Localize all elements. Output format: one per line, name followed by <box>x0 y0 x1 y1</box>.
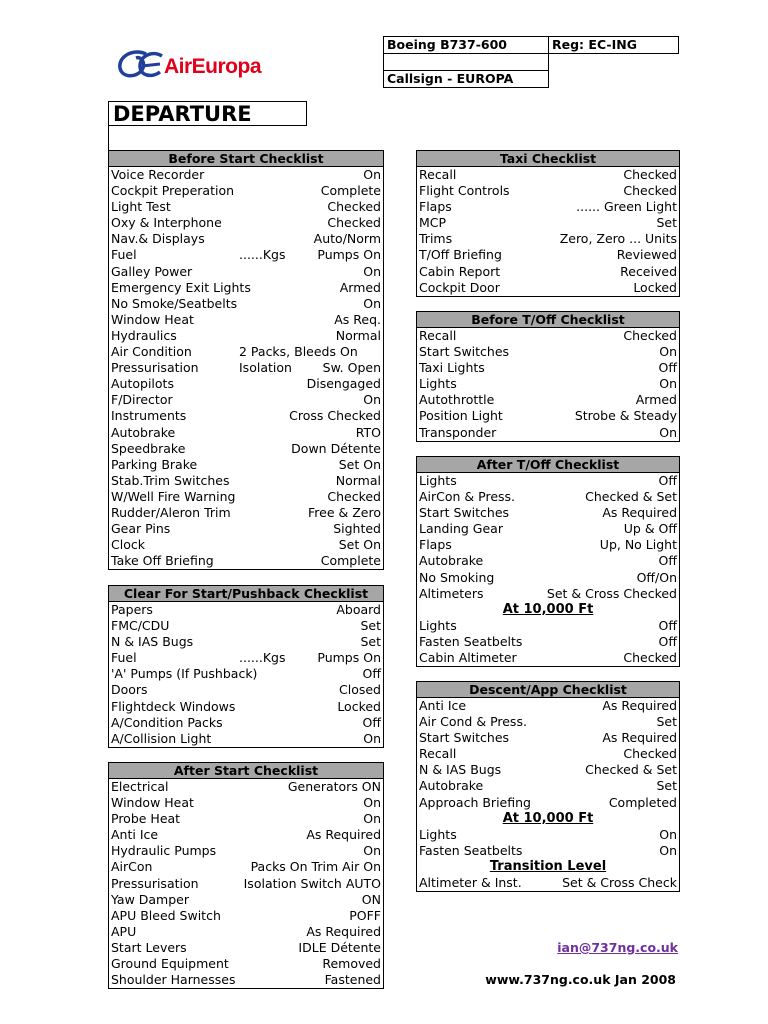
checklist-row <box>109 666 383 682</box>
checklist-row <box>109 264 383 280</box>
checklist-item-label: Cockpit Door <box>419 279 500 295</box>
checklist-row <box>109 731 383 747</box>
checklist-subheading: At 10,000 Ft <box>502 601 594 617</box>
checklist-item-value: Armed <box>635 392 677 408</box>
checklist-row <box>417 714 679 730</box>
checklist-row <box>417 650 679 666</box>
checklist-item-label: Light Test <box>111 199 171 215</box>
checklist-item-value: Disengaged <box>306 376 381 392</box>
checklist-item-value: Set & Cross Checked <box>546 585 677 601</box>
checklist-item-label: Doors <box>111 682 148 698</box>
checklist-item-label: Oxy & Interphone <box>111 215 222 231</box>
checklist-row <box>109 795 383 811</box>
checklist-title: Clear For Start/Pushback Checklist <box>109 586 383 602</box>
checklist-item-label: Probe Heat <box>111 811 181 827</box>
checklist-item-label: Take Off Briefing <box>111 553 214 569</box>
checklist-item-label: Lights <box>419 826 457 842</box>
checklist-item-value: Set <box>656 215 677 231</box>
checklist-row <box>417 875 679 891</box>
checklist-item-label: Nav.& Displays <box>111 231 205 247</box>
checklist-item-label: Transponder <box>419 424 497 440</box>
checklist-item-label: AirCon <box>111 859 153 875</box>
checklist-row <box>417 264 679 280</box>
checklist-item-value: Strobe & Steady <box>574 408 677 424</box>
checklist-item-label: Fasten Seatbelts <box>419 633 523 649</box>
checklist-item-value: Down Détente <box>291 440 381 456</box>
checklist-row <box>417 762 679 778</box>
checklist-item-value: Checked <box>623 746 677 762</box>
checklist-item-value: Generators ON <box>287 779 381 794</box>
checklist-title: Descent/App Checklist <box>417 682 679 698</box>
checklist-item-value: Sighted <box>333 521 381 537</box>
checklist-item-value: Locked <box>337 698 381 714</box>
checklist-row <box>109 634 383 650</box>
clear-for-start-checklist <box>108 585 384 748</box>
checklist-item-label: Papers <box>111 602 153 617</box>
checklist-row <box>109 843 383 859</box>
checklist-item-label: Gear Pins <box>111 521 171 537</box>
checklist-row <box>417 392 679 408</box>
checklist-item-label: F/Director <box>111 392 173 408</box>
checklist-item-value: Set <box>360 618 381 634</box>
checklist-item-value: Checked <box>327 199 381 215</box>
checklist-item-value: Auto/Norm <box>313 231 381 247</box>
checklist-item-label: Pressurisation <box>111 875 199 891</box>
checklist-row <box>417 328 679 344</box>
checklist-row <box>109 892 383 908</box>
checklist-item-value: Set <box>360 634 381 650</box>
checklist-item-label: Fuel <box>111 247 137 263</box>
checklist-item-value: Checked & Set <box>585 762 677 778</box>
checklist-row <box>417 570 679 586</box>
checklist-row <box>109 247 383 263</box>
checklist-item-value: Packs On Trim Air On <box>250 859 381 875</box>
checklist-item-value: Off <box>362 666 381 682</box>
checklist-item-value: Removed <box>322 956 381 972</box>
checklist-item-label: Start Switches <box>419 505 510 521</box>
checklist-item-value: On <box>363 392 381 408</box>
checklist-item-value: As Required <box>602 698 677 713</box>
checklist-row <box>109 521 383 537</box>
checklist-item-value: Up & Off <box>623 521 677 537</box>
checklist-item-note: Isolation <box>239 360 292 376</box>
checklist-item-label: Autobrake <box>419 778 484 794</box>
checklist-item-label: FMC/CDU <box>111 618 170 634</box>
checklist-item-label: Autothrottle <box>419 392 495 408</box>
checklist-title: Before T/Off Checklist <box>417 312 679 328</box>
airline-logo-text: AirEuropa <box>164 55 262 78</box>
aircraft-registration: Reg: EC-ING <box>549 37 679 54</box>
checklist-item-label: Window Heat <box>111 795 194 811</box>
checklist-item-value: Off <box>658 633 677 649</box>
checklist-item-value: Complete <box>320 183 381 199</box>
checklist-item-label: N & IAS Bugs <box>419 762 502 778</box>
checklist-row <box>109 553 383 569</box>
checklist-item-label: Cabin Report <box>419 263 501 279</box>
checklist-item-value: As Required <box>306 827 381 843</box>
checklist-item-value: As Required <box>306 923 381 939</box>
checklist-row <box>109 537 383 553</box>
checklist-row <box>109 392 383 408</box>
checklist-item-label: Lights <box>419 617 457 633</box>
checklist-item-value: Normal <box>335 472 381 488</box>
checklist-item-value: As Required <box>602 730 677 746</box>
checklist-item-value: Checked & Set <box>585 489 677 505</box>
checklist-item-label: No Smoking <box>419 569 495 585</box>
checklist-item-label: Approach Briefing <box>419 794 531 810</box>
checklist-item-label: Window Heat <box>111 311 194 327</box>
checklist-item-note: 2 Packs, Bleeds On <box>239 344 358 360</box>
checklist-item-label: Clock <box>111 537 145 553</box>
checklist-item-label: A/Collision Light <box>111 730 212 746</box>
checklist-item-value: Set On <box>338 537 381 553</box>
checklist-item-value: On <box>659 424 677 440</box>
checklist-row <box>417 843 679 859</box>
checklist-item-label: Voice Recorder <box>111 167 205 182</box>
checklist-row <box>109 441 383 457</box>
checklist-item-label: Hydraulics <box>111 327 177 343</box>
checklist-item-label: Pressurisation <box>111 360 199 376</box>
checklist-row <box>417 247 679 263</box>
checklist-row <box>417 746 679 762</box>
checklist-item-value: Off <box>658 360 677 376</box>
checklist-item-label: Landing Gear <box>419 521 503 537</box>
checklist-item-value: Aboard <box>336 602 381 617</box>
checklist-row <box>109 199 383 215</box>
checklist-item-label: Fuel <box>111 650 137 666</box>
checklist-item-label: Flightdeck Windows <box>111 698 236 714</box>
checklist-item-value: On <box>363 167 381 182</box>
checklist-item-label: Anti Ice <box>419 698 467 713</box>
checklist-item-label: Emergency Exit Lights <box>111 279 251 295</box>
taxi-checklist <box>416 150 680 297</box>
checklist-item-label: Position Light <box>419 408 503 424</box>
checklist-row <box>417 537 679 553</box>
checklist-row <box>417 521 679 537</box>
checklist-item-label: No Smoke/Seatbelts <box>111 295 238 311</box>
checklist-row <box>109 280 383 296</box>
checklist-item-value: On <box>659 376 677 392</box>
checklist-row <box>109 473 383 489</box>
checklist-item-value: On <box>659 344 677 360</box>
checklist-row <box>417 167 679 183</box>
checklist-row <box>109 908 383 924</box>
callsign: Callsign - EUROPA <box>384 71 549 88</box>
checklist-row <box>109 779 383 795</box>
checklist-item-value: Free & Zero <box>308 504 381 520</box>
checklist-row <box>417 231 679 247</box>
checklist-row <box>109 811 383 827</box>
checklist-row <box>109 876 383 892</box>
checklist-item-label: Autopilots <box>111 376 174 392</box>
checklist-subheading: Transition Level <box>489 858 607 874</box>
checklist-row <box>417 553 679 569</box>
checklist-row <box>109 940 383 956</box>
checklist-item-label: Lights <box>419 376 457 392</box>
checklist-subheading: At 10,000 Ft <box>502 810 594 826</box>
checklist-row <box>109 408 383 424</box>
checklist-item-label: Stab.Trim Switches <box>111 472 230 488</box>
checklist-item-label: Yaw Damper <box>111 891 189 907</box>
checklist-item-value: Normal <box>335 327 381 343</box>
checklist-item-value: Cross Checked <box>289 408 381 424</box>
checklist-item-label: Taxi Lights <box>419 360 485 376</box>
checklist-item-value: Pumps On <box>317 247 381 263</box>
checklist-item-value: RTO <box>355 424 381 440</box>
checklist-row <box>109 859 383 875</box>
checklist-item-value: Checked <box>623 650 677 666</box>
checklist-item-label: Start Levers <box>111 939 187 955</box>
checklist-row <box>417 344 679 360</box>
checklist-item-value: Locked <box>633 279 677 295</box>
checklist-row <box>109 650 383 666</box>
before-start-checklist <box>108 150 384 570</box>
checklist-item-value: ...... Green Light <box>576 199 677 215</box>
checklist-item-value: On <box>363 811 381 827</box>
checklist-item-value: Closed <box>339 682 381 698</box>
checklist-item-label: Altimeter & Inst. <box>419 875 522 891</box>
checklist-item-label: Flaps <box>419 199 452 215</box>
checklist-item-note: ......Kgs <box>239 650 286 666</box>
checklist-item-value: Off <box>658 473 677 488</box>
checklist-item-label: Ground Equipment <box>111 956 229 972</box>
checklist-item-value: On <box>659 826 677 842</box>
checklist-item-value: Complete <box>320 553 381 569</box>
checklist-row <box>417 586 679 602</box>
checklist-item-value: Received <box>620 263 677 279</box>
checklist-item-value: Set & Cross Check <box>562 875 677 891</box>
checklist-item-label: Fasten Seatbelts <box>419 842 523 858</box>
checklist-row <box>109 618 383 634</box>
checklist-row <box>109 183 383 199</box>
checklist-item-label: Galley Power <box>111 263 193 279</box>
checklist-item-label: Anti Ice <box>111 827 159 843</box>
checklist-item-label: Parking Brake <box>111 456 198 472</box>
checklist-item-label: A/Condition Packs <box>111 714 223 730</box>
checklist-row <box>417 778 679 794</box>
checklist-item-value: Checked <box>623 167 677 182</box>
checklist-item-value: Checked <box>327 215 381 231</box>
checklist-item-value: Checked <box>623 328 677 343</box>
checklist-item-value: As Required <box>602 505 677 521</box>
before-takeoff-checklist <box>416 311 680 442</box>
checklist-row <box>417 698 679 714</box>
airline-logo <box>116 46 266 86</box>
checklist-item-label: Start Switches <box>419 344 510 360</box>
checklist-item-label: Air Condition <box>111 344 192 360</box>
checklist-item-value: Set <box>656 778 677 794</box>
checklist-item-value: On <box>363 295 381 311</box>
checklist-title: Taxi Checklist <box>417 151 679 167</box>
checklist-row <box>417 280 679 296</box>
checklist-item-label: Cabin Altimeter <box>419 650 517 666</box>
checklist-item-value: Fastened <box>324 972 381 988</box>
checklist-item-label: MCP <box>419 215 447 231</box>
checklist-row <box>109 328 383 344</box>
checklist-row <box>417 183 679 199</box>
checklist-title: Before Start Checklist <box>109 151 383 167</box>
empty-cell <box>384 54 549 71</box>
checklist-item-value: Sw. Open <box>322 360 381 376</box>
checklist-item-label: Electrical <box>111 779 169 794</box>
descent-approach-checklist <box>416 681 680 892</box>
checklist-item-value: Reviewed <box>616 247 677 263</box>
checklist-row <box>417 215 679 231</box>
checklist-row <box>109 505 383 521</box>
checklist-item-label: Recall <box>419 746 457 762</box>
checklist-row <box>417 618 679 634</box>
checklist-item-value: Checked <box>623 183 677 199</box>
checklist-item-label: AirCon & Press. <box>419 489 516 505</box>
checklist-row <box>417 473 679 489</box>
checklist-row <box>109 682 383 698</box>
checklist-row <box>417 505 679 521</box>
checklist-item-value: Zero, Zero ... Units <box>559 231 677 247</box>
checklist-item-value: Off <box>658 553 677 569</box>
checklist-row <box>109 167 383 183</box>
checklist-item-label: Shoulder Harnesses <box>111 972 236 988</box>
checklist-row <box>417 795 679 811</box>
checklist-item-label: Start Switches <box>419 730 510 746</box>
checklist-item-label: Flight Controls <box>419 183 510 199</box>
aircraft-type: Boeing B737-600 <box>384 37 549 54</box>
checklist-item-value: ON <box>361 891 381 907</box>
footer-text: www.737ng.co.uk Jan 2008 <box>485 972 676 987</box>
checklist-item-value: Completed <box>608 794 677 810</box>
checklist-item-value: Isolation Switch AUTO <box>243 875 381 891</box>
checklist-item-value: On <box>363 730 381 746</box>
checklist-item-label: APU Bleed Switch <box>111 907 221 923</box>
checklist-item-label: Autobrake <box>419 553 484 569</box>
checklist-row <box>109 956 383 972</box>
checklist-row <box>417 425 679 441</box>
checklist-row <box>109 376 383 392</box>
checklist-row <box>109 699 383 715</box>
checklist-item-value: Checked <box>327 488 381 504</box>
checklist-row <box>109 924 383 940</box>
checklist-item-value: On <box>363 263 381 279</box>
checklist-row <box>417 199 679 215</box>
contact-email-link[interactable]: ian@737ng.co.uk <box>557 940 678 955</box>
checklist-item-value: Up, No Light <box>599 537 677 553</box>
checklist-row <box>417 634 679 650</box>
checklist-item-note: ......Kgs <box>239 247 286 263</box>
checklist-item-label: Speedbrake <box>111 440 186 456</box>
checklist-item-value: On <box>363 843 381 859</box>
checklist-item-value: As Req. <box>334 311 381 327</box>
checklist-item-value: POFF <box>349 907 381 923</box>
checklist-title: After T/Off Checklist <box>417 457 679 473</box>
checklist-item-label: Air Cond & Press. <box>419 714 527 730</box>
checklist-item-label: Rudder/Aleron Trim <box>111 504 231 520</box>
checklist-row <box>109 296 383 312</box>
checklist-title: After Start Checklist <box>109 763 383 779</box>
checklist-item-label: Hydraulic Pumps <box>111 843 217 859</box>
checklist-item-label: APU <box>111 923 137 939</box>
checklist-row <box>417 827 679 843</box>
checklist-item-value: Off <box>658 617 677 633</box>
checklist-row <box>109 344 383 360</box>
checklist-item-value: Armed <box>339 279 381 295</box>
checklist-item-label: T/Off Briefing <box>419 247 502 263</box>
checklist-row <box>417 730 679 746</box>
checklist-row <box>109 425 383 441</box>
checklist-row <box>417 376 679 392</box>
checklist-row <box>109 602 383 618</box>
checklist-item-label: Flaps <box>419 537 452 553</box>
title-divider <box>108 126 109 151</box>
checklist-item-label: Instruments <box>111 408 187 424</box>
page-title: DEPARTURE <box>108 101 307 126</box>
checklist-item-value: Pumps On <box>317 650 381 666</box>
checklist-row <box>417 360 679 376</box>
checklist-item-value: IDLE Détente <box>298 939 381 955</box>
checklist-item-label: Recall <box>419 167 457 182</box>
checklist-item-value: Set On <box>338 456 381 472</box>
checklist-item-label: Autobrake <box>111 424 176 440</box>
checklist-item-value: Off/On <box>636 569 677 585</box>
checklist-row <box>109 489 383 505</box>
checklist-item-label: W/Well Fire Warning <box>111 488 236 504</box>
checklist-row <box>109 231 383 247</box>
checklist-row <box>109 457 383 473</box>
checklist-row <box>109 312 383 328</box>
checklist-row <box>109 715 383 731</box>
checklist-row <box>109 215 383 231</box>
checklist-item-value: Off <box>362 714 381 730</box>
checklist-row <box>109 360 383 376</box>
checklist-row <box>109 972 383 988</box>
checklist-item-label: Trims <box>419 231 453 247</box>
checklist-item-label: Lights <box>419 473 457 488</box>
checklist-item-value: On <box>659 842 677 858</box>
checklist-item-label: Cockpit Preperation <box>111 183 235 199</box>
after-takeoff-checklist <box>416 456 680 667</box>
checklist-item-label: Recall <box>419 328 457 343</box>
checklist-item-value: Set <box>656 714 677 730</box>
checklist-row <box>417 408 679 424</box>
checklist-item-label: 'A' Pumps (If Pushback) <box>111 666 258 682</box>
checklist-item-value: On <box>363 795 381 811</box>
after-start-checklist <box>108 762 384 989</box>
airline-logo-icon <box>116 46 166 86</box>
checklist-item-label: Altimeters <box>419 585 484 601</box>
aircraft-info-table <box>383 36 679 88</box>
checklist-row <box>417 489 679 505</box>
checklist-item-label: N & IAS Bugs <box>111 634 194 650</box>
checklist-row <box>109 827 383 843</box>
